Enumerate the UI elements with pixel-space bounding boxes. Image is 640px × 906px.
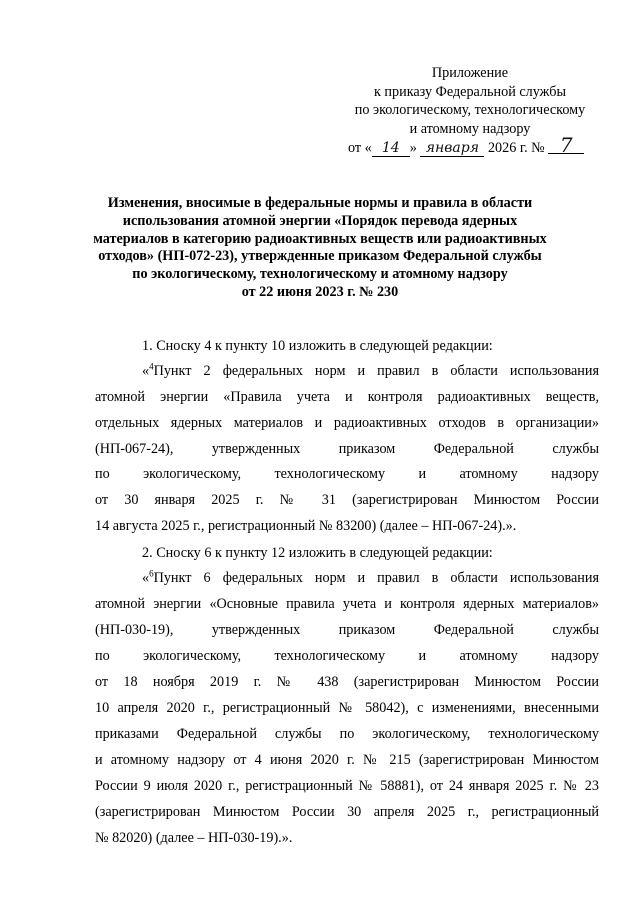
appendix-line-supervision: и атомному надзору — [409, 120, 531, 137]
title-line: отходов» (НП-072-23), утвержденные приказом Федеральной службы — [98, 248, 542, 265]
footnote-6-text: Пункт 6 федеральных норм и правил в области использования — [153, 570, 599, 586]
footnote-6-line: от 18 ноября 2019 г. № 438 (зарегистрирован Минюстом России — [95, 674, 599, 690]
footnote-marker: 4 — [149, 361, 154, 372]
footnote-6-line — [142, 570, 599, 587]
title-line: материалов в категорию радиоактивных веществ или радиоактивных — [93, 230, 547, 247]
footnote-4-line: от 30 января 2025 г. № 31 (зарегистрирован Минюстом России — [95, 492, 599, 508]
paragraph-item-2: 2. Сноску 6 к пункту 12 изложить в следующей редакции: — [142, 545, 493, 561]
footnote-6-line: (НП-030-19), утвержденных приказом Федеральной службы — [95, 622, 599, 638]
appendix-header — [330, 64, 610, 158]
handwritten-day: 14 — [372, 141, 410, 157]
footnote-6-line: России 9 июля 2020 г., регистрационный № 58881), от 24 января 2025 г. № 23 — [95, 778, 599, 794]
title-line: Изменения, вносимые в федеральные нормы и правила в области — [107, 195, 533, 211]
footnote-4-text: Пункт 2 федеральных норм и правил в области использования — [153, 363, 599, 379]
handwritten-month: января — [420, 141, 484, 157]
footnote-6-line: приказами Федеральной службы по экологическому, технологическому — [95, 726, 599, 742]
title-line: по экологическому, технологическому и атомному надзору — [132, 266, 508, 283]
footnote-6-line: по экологическому, технологическому и атомному надзору — [95, 648, 599, 664]
footnote-6-line: 10 апреля 2020 г., регистрационный № 58042), с изменениями, внесенными — [95, 700, 599, 716]
footnote-6-line: (зарегистрирован Минюстом России 30 апреля 2025 г., регистрационный — [95, 804, 599, 820]
date-prefix: от « — [348, 140, 372, 156]
document-title — [60, 195, 580, 302]
footnote-4-line: атомной энергии «Правила учета и контроля радиоактивных веществ, — [95, 389, 599, 405]
footnote-6-line: № 82020) (далее – НП-030-19).». — [95, 830, 293, 846]
date-year-number-label: 2026 г. № — [487, 140, 545, 156]
footnote-4-line: отдельных ядерных материалов и радиоактивных отходов в организации» — [95, 415, 599, 431]
date-quote-close: » — [409, 140, 417, 156]
appendix-line-service: по экологическому, технологическому — [354, 102, 586, 118]
footnote-4-line: (НП-067-24), утвержденных приказом Федеральной службы — [95, 441, 599, 457]
footnote-6-line: и атомному надзору от 4 июня 2020 г. № 215 (зарегистрирован Минюстом — [95, 752, 599, 768]
footnote-marker: 6 — [149, 568, 154, 579]
quote-open: « — [142, 570, 150, 586]
title-line: использования атомной энергии «Порядок перевода ядерных — [122, 212, 518, 229]
appendix-line-order: к приказу Федеральной службы — [373, 83, 566, 100]
footnote-4-line — [142, 363, 599, 380]
footnote-6-line: атомной энергии «Основные правила учета и контроля ядерных материалов» — [95, 596, 599, 612]
footnote-4-line: 14 августа 2025 г., регистрационный № 83200) (далее – НП-067-24).». — [95, 518, 517, 534]
title-line: от 22 июня 2023 г. № 230 — [241, 283, 399, 300]
quote-open: « — [142, 363, 150, 379]
footnote-4-line: по экологическому, технологическому и атомному надзору — [95, 466, 599, 482]
appendix-title: Приложение — [431, 65, 509, 81]
handwritten-order-number: 7 — [548, 138, 584, 154]
paragraph-item-1: 1. Сноску 4 к пункту 10 изложить в следующей редакции: — [142, 338, 493, 354]
appendix-date-line — [330, 133, 610, 158]
